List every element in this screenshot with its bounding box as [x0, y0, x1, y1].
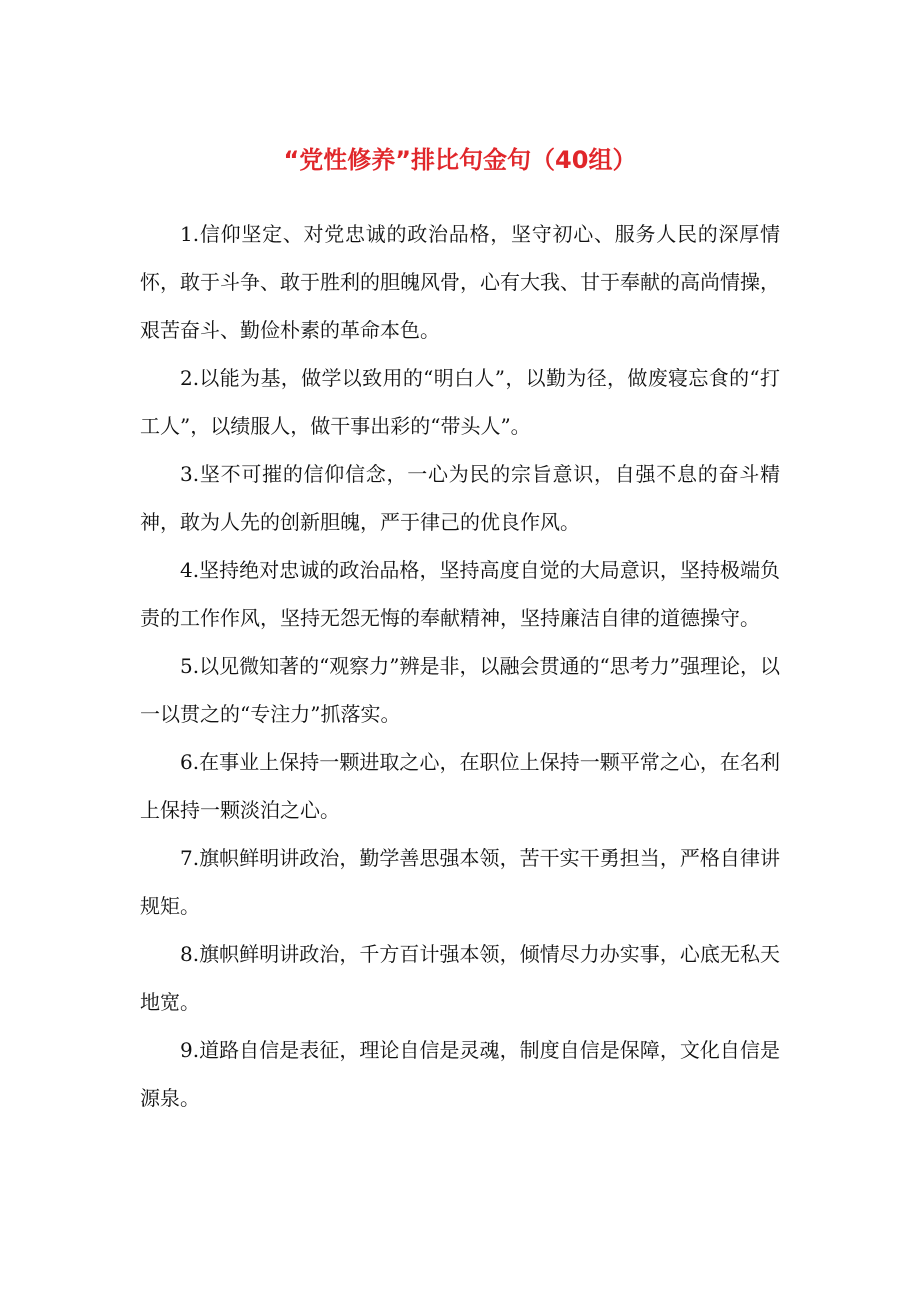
paragraph-1: 1.信仰坚定、对党忠诚的政治品格，坚守初心、服务人民的深厚情怀，敢于斗争、敢于胜利的胆魄风骨，心有大我、甘于奉献的高尚情操，艰苦奋斗、勤俭朴素的革命本色。 [140, 222, 780, 342]
paragraph-3: 3.坚不可摧的信仰信念，一心为民的宗旨意识，自强不息的奋斗精神，敢为人先的创新胆魄，严于律己的优良作风。 [140, 462, 780, 534]
paragraph-6: 6.在事业上保持一颗进取之心，在职位上保持一颗平常之心，在名利上保持一颗淡泊之心。 [140, 750, 780, 822]
paragraph-2: 2.以能为基，做学以致用的“明白人”，以勤为径，做废寝忘食的“打工人”，以绩服人，做干事出彩的“带头人”。 [140, 366, 780, 438]
paragraph-7: 7.旗帜鲜明讲政治，勤学善思强本领，苦干实干勇担当，严格自律讲规矩。 [140, 846, 780, 918]
paragraph-9: 9.道路自信是表征，理论自信是灵魂，制度自信是保障，文化自信是源泉。 [140, 1038, 780, 1110]
paragraph-8: 8.旗帜鲜明讲政治，千方百计强本领，倾情尽力办实事，心底无私天地宽。 [140, 942, 780, 1014]
document-body [140, 210, 780, 1122]
paragraph-5: 5.以见微知著的“观察力”辨是非，以融会贯通的“思考力”强理论，以一以贯之的“专注力”抓落实。 [140, 654, 780, 726]
document-title: “党性修养”排比句金句（40组） [283, 146, 637, 174]
paragraph-4: 4.坚持绝对忠诚的政治品格，坚持高度自觉的大局意识，坚持极端负责的工作作风，坚持无怨无悔的奉献精神，坚持廉洁自律的道德操守。 [140, 558, 780, 630]
